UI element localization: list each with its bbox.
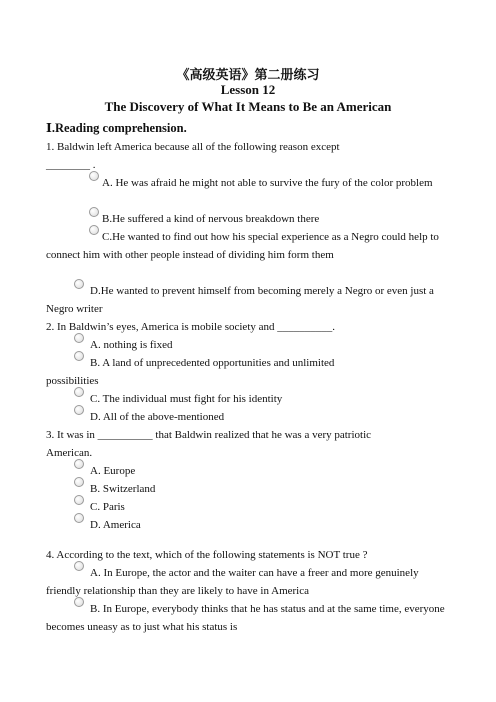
question-1-stem-line-1: 1. Baldwin left America because all of the following reason except <box>46 141 340 153</box>
option-text: C. The individual must fight for his identity <box>90 393 283 405</box>
lesson-title: The Discovery of What It Means to Be an American <box>104 99 392 114</box>
option-text: A. Europe <box>90 465 136 477</box>
radio-button-icon[interactable] <box>74 387 84 397</box>
radio-button-icon[interactable] <box>74 459 84 469</box>
question-3-stem-line-2: American. <box>46 447 93 459</box>
question-4-option-a[interactable] <box>46 564 456 600</box>
option-text: B. A land of unprecedented opportunities and unlimited possibilities <box>46 357 335 387</box>
section-heading: Ⅰ.Reading comprehension. <box>46 121 187 135</box>
question-3-option-d[interactable] <box>46 516 456 534</box>
option-text: C.He wanted to find out how his special experience as a Negro could help to connect him with other people instead of dividing him form them <box>46 231 439 261</box>
question-1-stem-line-2: ________ . <box>46 159 96 171</box>
question-4-option-b[interactable] <box>46 600 456 636</box>
option-text: D. America <box>90 519 141 531</box>
question-2-option-c[interactable] <box>46 390 456 408</box>
radio-button-icon[interactable] <box>89 207 99 217</box>
lesson-number: Lesson 12 <box>220 82 276 97</box>
question-1-option-a[interactable] <box>46 174 456 192</box>
radio-button-icon[interactable] <box>74 279 84 289</box>
radio-button-icon[interactable] <box>74 477 84 487</box>
question-1-option-c[interactable] <box>46 228 456 264</box>
radio-button-icon[interactable] <box>74 351 84 361</box>
question-3-option-c[interactable] <box>46 498 456 516</box>
option-text: D. All of the above-mentioned <box>90 411 225 423</box>
option-text: A. He was afraid he might not able to survive the fury of the color problem <box>102 177 433 189</box>
radio-button-icon[interactable] <box>74 513 84 523</box>
option-text: C. Paris <box>90 501 125 513</box>
question-2-option-d[interactable] <box>46 408 456 426</box>
option-text: D.He wanted to prevent himself from becoming merely a Negro or even just a Negro writer <box>46 285 434 315</box>
radio-button-icon[interactable] <box>74 495 84 505</box>
radio-button-icon[interactable] <box>89 225 99 235</box>
radio-button-icon[interactable] <box>74 597 84 607</box>
option-text: B. Switzerland <box>90 483 156 495</box>
question-4-stem: 4. According to the text, which of the following statements is NOT true ? <box>46 549 368 561</box>
option-text: A. nothing is fixed <box>90 339 173 351</box>
question-3-stem-line-1: 3. It was in __________ that Baldwin realized that he was a very patriotic <box>46 429 372 441</box>
radio-button-icon[interactable] <box>74 333 84 343</box>
question-3-option-b[interactable] <box>46 480 456 498</box>
option-text: B. In Europe, everybody thinks that he has status and at the same time, everyone becomes uneasy as to just what his status is <box>46 603 445 633</box>
radio-button-icon[interactable] <box>74 561 84 571</box>
question-2-stem: 2. In Baldwin’s eyes, America is mobile society and __________. <box>46 321 336 333</box>
question-2-option-b[interactable] <box>46 354 456 390</box>
option-text: A. In Europe, the actor and the waiter can have a freer and more genuinely friendly relationship than they are likely to have in America <box>46 567 419 597</box>
option-text: B.He suffered a kind of nervous breakdown there <box>102 213 320 225</box>
radio-button-icon[interactable] <box>74 405 84 415</box>
question-1-option-d[interactable] <box>46 282 456 318</box>
book-title: 《高级英语》第二册练习 <box>176 67 320 82</box>
question-1-option-b[interactable] <box>46 210 456 228</box>
question-2-option-a[interactable] <box>46 336 456 354</box>
question-3-option-a[interactable] <box>46 462 456 480</box>
radio-button-icon[interactable] <box>89 171 99 181</box>
